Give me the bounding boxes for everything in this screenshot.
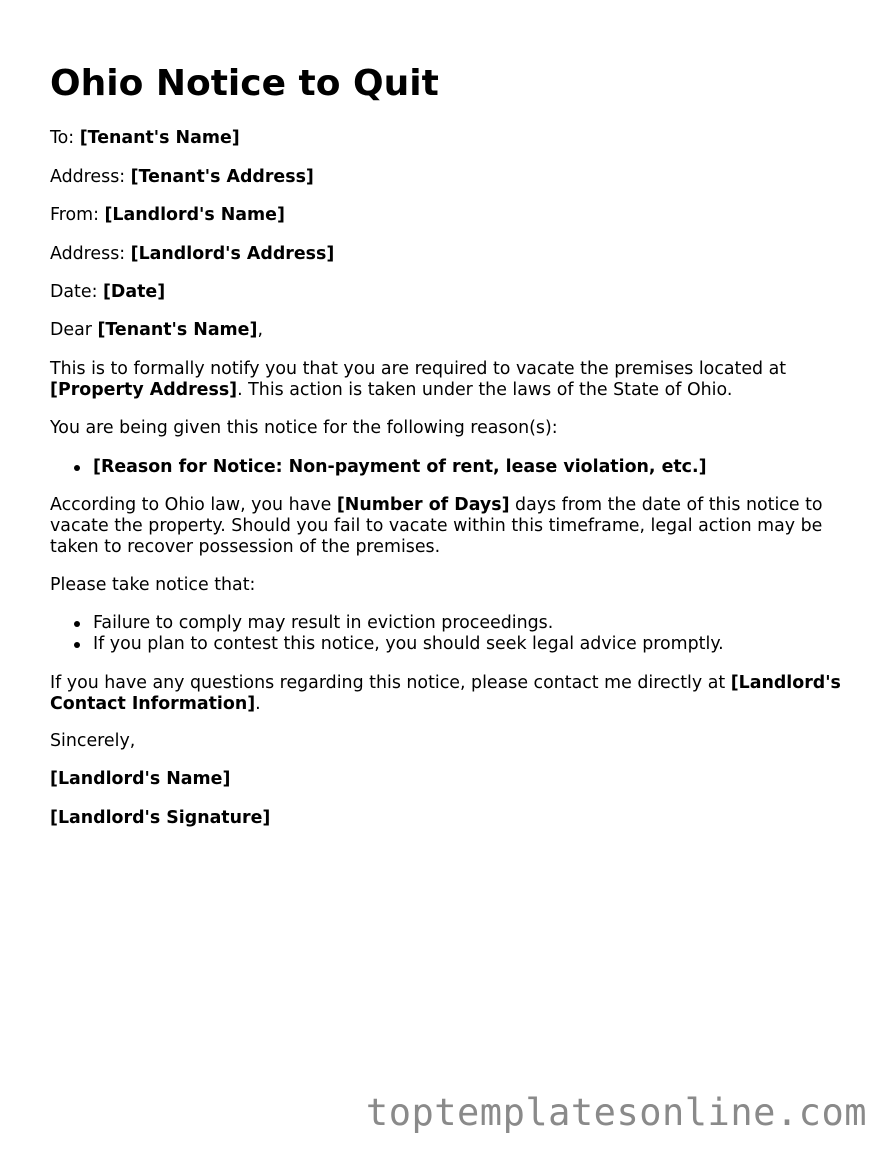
property-address: [Property Address] — [50, 380, 238, 400]
from-value: [Landlord's Name] — [104, 205, 285, 225]
landlord-address-label: Address: — [50, 244, 126, 264]
from-field — [50, 205, 285, 226]
tenant-address-value: [Tenant's Address] — [130, 167, 314, 187]
law-line-3: taken to recover possession of the premises. — [50, 537, 441, 557]
tenant-address-label: Address: — [50, 167, 126, 187]
signoff-signature-text: [Landlord's Signature] — [50, 808, 271, 828]
salutation-suffix: , — [257, 320, 263, 340]
tenant-address-field — [50, 167, 314, 188]
notice-heading: Please take notice that: — [50, 575, 256, 595]
notice-list — [50, 613, 724, 655]
law-paragraph — [50, 495, 850, 558]
document-title: Ohio Notice to Quit — [50, 63, 439, 104]
landlord-address-value: [Landlord's Address] — [130, 244, 335, 264]
watermark: toptemplatesonline.com — [365, 1091, 867, 1134]
signoff-signature — [50, 808, 270, 829]
salutation — [50, 320, 263, 341]
number-of-days: [Number of Days] — [336, 495, 510, 515]
to-field — [50, 128, 240, 149]
law-text-before: According to Ohio law, you have — [50, 495, 332, 515]
law-line-2: vacate the property. Should you fail to vacate within this timeframe, legal action may be — [50, 516, 823, 536]
to-label: To: — [50, 128, 75, 148]
contact-info-part1: [Landlord's — [730, 673, 841, 693]
salutation-name: [Tenant's Name] — [97, 320, 258, 340]
list-item — [50, 457, 707, 478]
contact-info-part2: Contact Information] — [50, 694, 256, 714]
landlord-address-field — [50, 244, 334, 265]
reason-text: [Reason for Notice: Non-payment of rent, lease violation, etc.] — [93, 457, 707, 477]
closing: Sincerely, — [50, 731, 136, 751]
from-label: From: — [50, 205, 99, 225]
date-label: Date: — [50, 282, 98, 302]
reasons-heading: You are being given this notice for the following reason(s): — [50, 418, 558, 438]
list-item: Failure to comply may result in eviction proceedings. — [50, 613, 724, 634]
contact-text-before: If you have any questions regarding this notice, please contact me directly at — [50, 673, 726, 693]
signoff-name — [50, 769, 230, 790]
reasons-list — [50, 457, 707, 478]
intro-paragraph — [50, 359, 850, 401]
intro-text-before: This is to formally notify you that you are required to vacate the premises located at — [50, 359, 787, 379]
to-value: [Tenant's Name] — [79, 128, 240, 148]
contact-paragraph — [50, 673, 850, 715]
date-field — [50, 282, 165, 303]
salutation-prefix: Dear — [50, 320, 92, 340]
date-value: [Date] — [102, 282, 166, 302]
law-text-after: days from the date of this notice to — [509, 495, 823, 515]
list-item: If you plan to contest this notice, you should seek legal advice promptly. — [50, 634, 724, 655]
contact-text-after: . — [255, 694, 261, 714]
intro-text-after: . This action is taken under the laws of the State of Ohio. — [237, 380, 733, 400]
signoff-name-text: [Landlord's Name] — [50, 769, 231, 789]
